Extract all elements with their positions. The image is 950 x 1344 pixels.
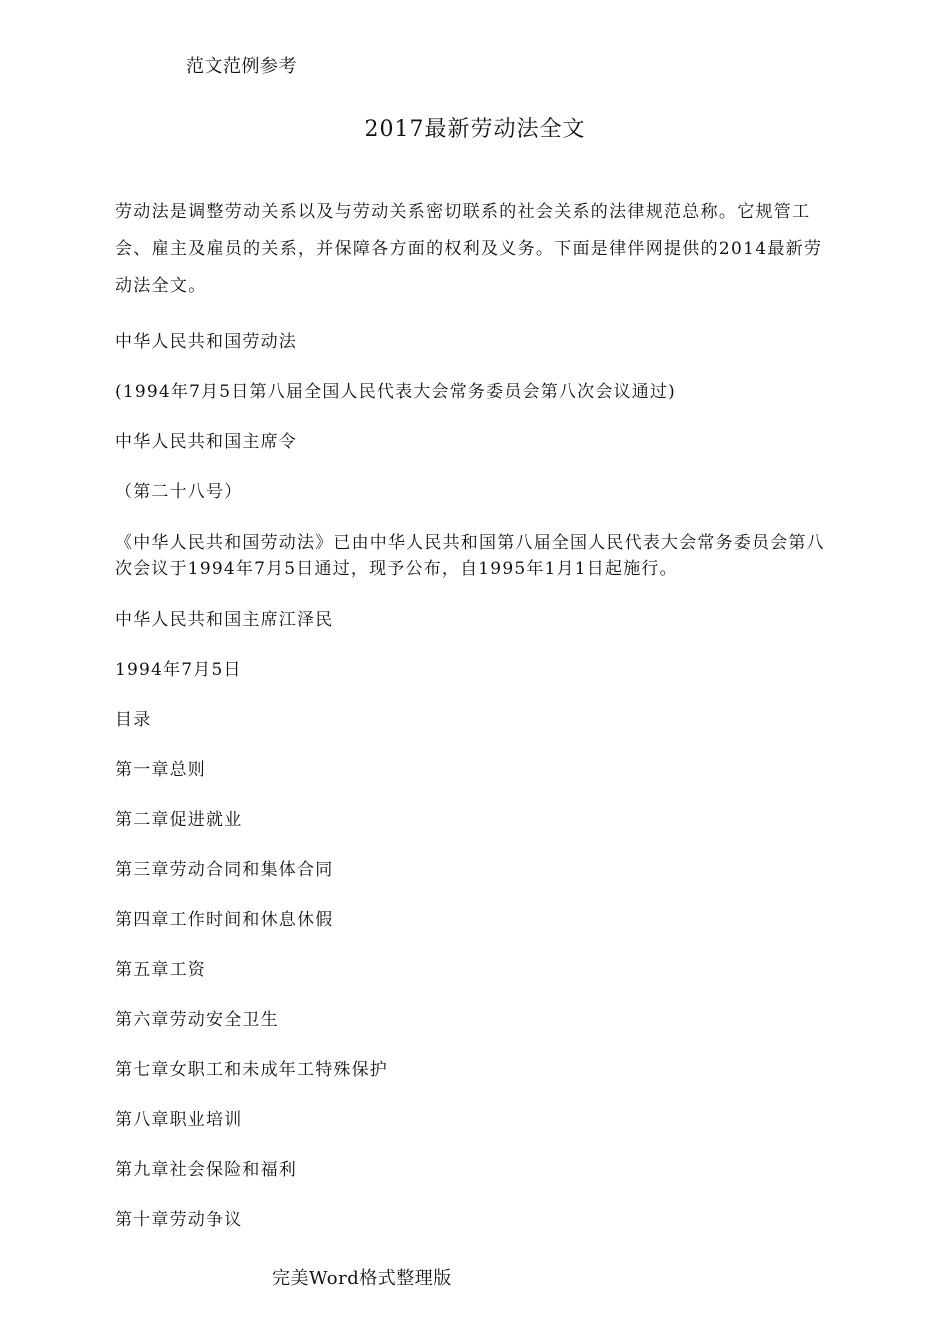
toc-item: 第四章工作时间和休息休假 [115, 910, 334, 930]
toc-item: 第三章劳动合同和集体合同 [115, 860, 334, 880]
decree-title: 中华人民共和国主席令 [115, 432, 297, 452]
toc-item: 第八章职业培训 [115, 1110, 243, 1130]
toc-item: 第六章劳动安全卫生 [115, 1010, 279, 1030]
signatory: 中华人民共和国主席江泽民 [115, 610, 334, 630]
law-name: 中华人民共和国劳动法 [115, 332, 297, 352]
promulgation-paragraph: 《中华人民共和国劳动法》已由中华人民共和国第八届全国人民代表大会常务委员会第八次会议于1994年7月5日通过，现予公布，自1995年1月1日起施行。 [115, 533, 825, 579]
footer-note: 完美Word格式整理版 [272, 1268, 452, 1289]
document-body [115, 194, 835, 1258]
toc-item: 第五章工资 [115, 960, 206, 980]
intro-paragraph: 劳动法是调整劳动关系以及与劳动关系密切联系的社会关系的法律规范总称。它规管工会、雇主及雇员的关系，并保障各方面的权利及义务。下面是律伴网提供的2014最新劳动法全文。 [115, 202, 823, 296]
toc-item: 第十章劳动争议 [115, 1210, 243, 1230]
toc-item: 第九章社会保险和福利 [115, 1160, 297, 1180]
header-note: 范文范例参考 [186, 56, 297, 77]
adoption-note: (1994年7月5日第八届全国人民代表大会常务委员会第八次会议通过) [115, 382, 676, 402]
toc-heading: 目录 [115, 710, 152, 730]
toc-item: 第七章女职工和未成年工特殊保护 [115, 1060, 388, 1080]
decree-date: 1994年7月5日 [115, 660, 242, 680]
toc-item: 第一章总则 [115, 760, 206, 780]
document-title: 2017最新劳动法全文 [364, 117, 586, 142]
decree-number: （第二十八号） [115, 482, 243, 502]
toc-item: 第二章促进就业 [115, 810, 243, 830]
